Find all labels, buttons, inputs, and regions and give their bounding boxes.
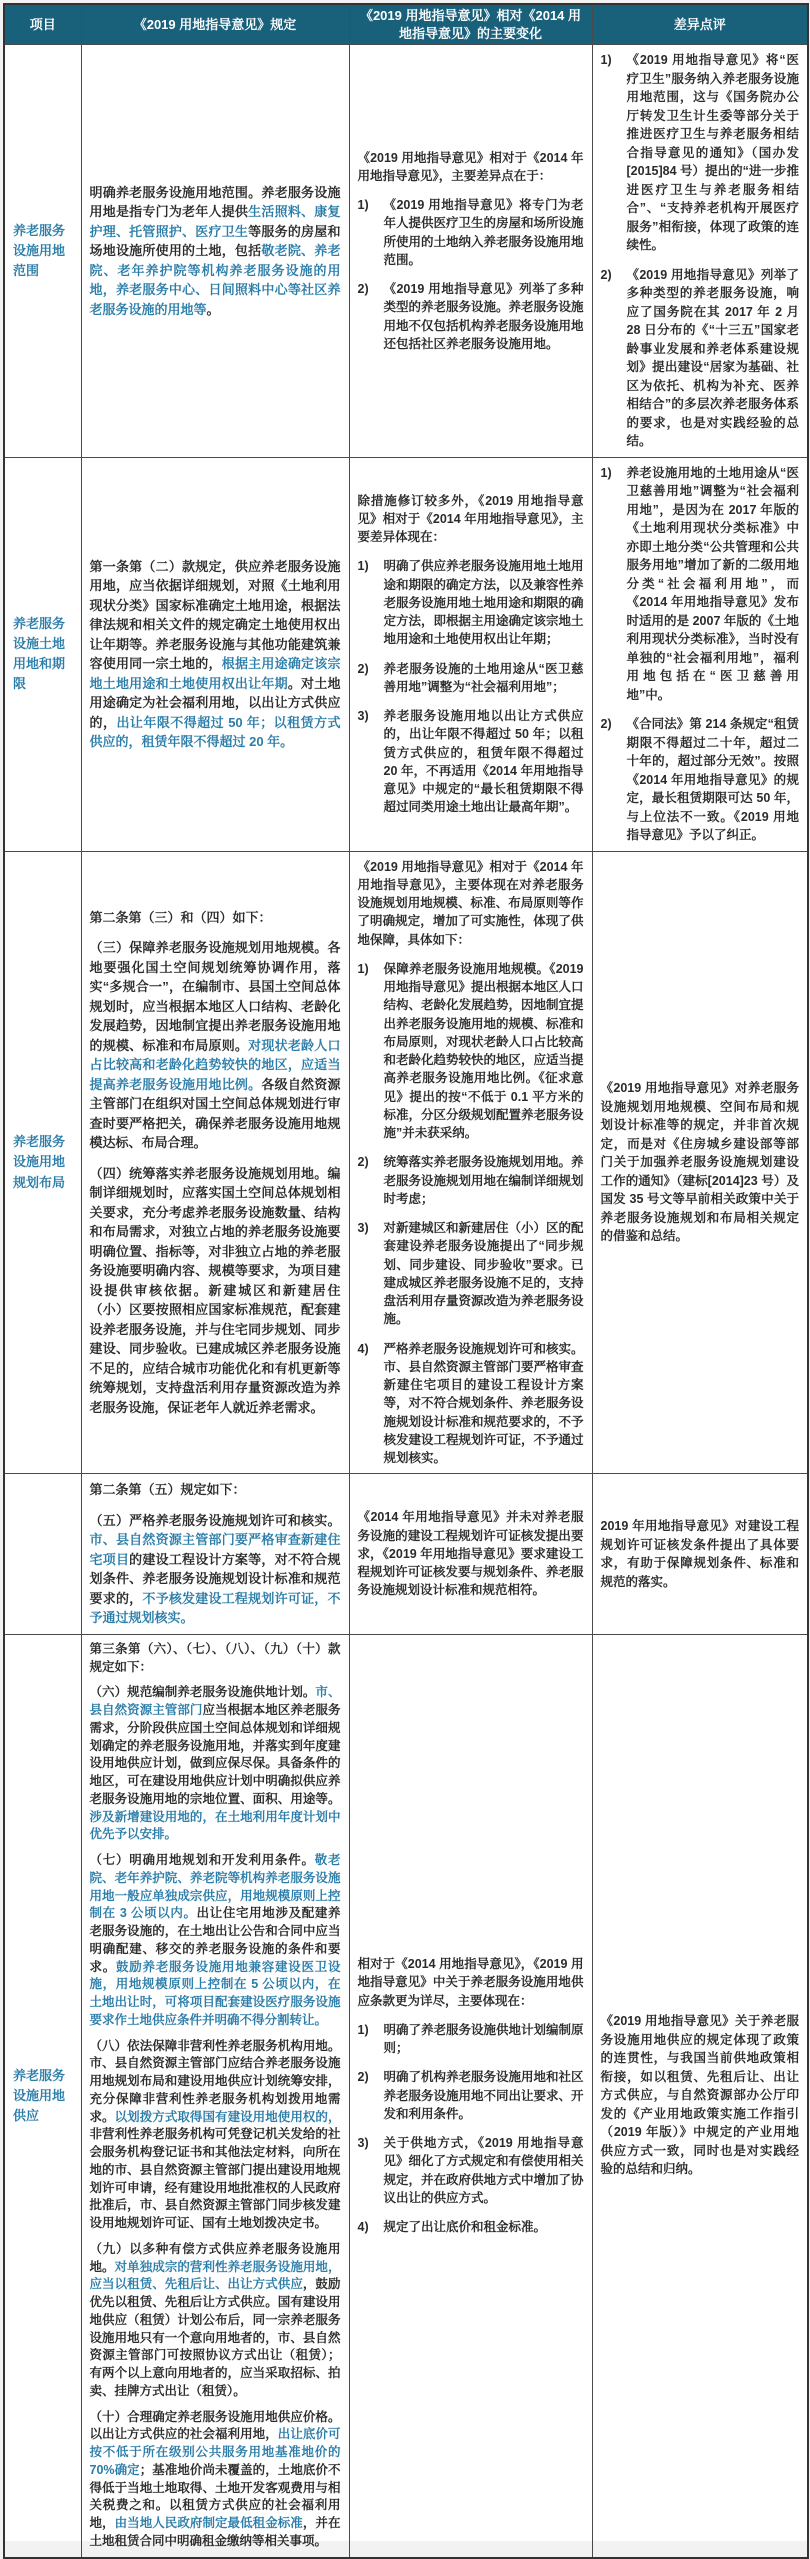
numbered-item: [358, 2218, 584, 2236]
item-text: [627, 266, 800, 451]
item-text: [384, 2134, 584, 2207]
item-number: 4): [357, 2220, 369, 2235]
numbered-item: [358, 707, 584, 817]
comment-cell: [592, 1474, 808, 1635]
text-run: 第二条第（三）和（四）如下：: [89, 909, 272, 925]
text-run: 等服务的房屋和场地设施所使用的土地，包括: [89, 223, 341, 259]
item-number: 1): [357, 559, 369, 574]
text-run: 养老设施用地的土地用途从“医卫慈善用地”调整为“社会福利用地”，是因为在 2017 年版的《土地利用现状分类标准》中亦即土地分类“公共管理和公共服务用地”增加了新的二级用地分类“社会福利用地”，而《2014 年用地指导意见》发布时适用的是 2007 年版的《土地利用现状分类标准》，当时没有单独的“社会福利用地”，福利用地包括在“医卫慈善用地”中。: [626, 465, 799, 702]
numbered-item: [358, 2134, 584, 2207]
item-number: 3): [357, 2136, 369, 2151]
item-text: [627, 51, 800, 255]
item-text: [384, 2218, 584, 2236]
text-run: 《2019 用地指导意见》关于养老服务设施用地供应的规定体现了政策的连贯性，与我国当前供地政策相衔接，如以租赁、先租后让、出让方式供应，与自然资源部办公厅印发的《产业用地政策实施工作指引（2019 年版）》中规定的产业用地供应方式一致，同时也是对实践经验的总结和归纳。: [600, 2014, 799, 2177]
item-text: [384, 2021, 584, 2058]
item-text: [384, 1340, 584, 1468]
text-run: 各级自然资源主管部门在组织对国土空间总体规划进行审查时要严格把关，确保养老服务设施用地规模达标、布局合理。: [89, 1076, 341, 1151]
numbered-item: [358, 960, 584, 1143]
highlighted-text: 市、县自然资源主管部门要严格审查新建住宅项目: [89, 1532, 341, 1567]
changes-cell: [349, 457, 592, 851]
text-run: 《2019 用地指导意见》相对于《2014 年用地指导意见》，主要体现在对养老服务设施规划用地规模、标准、布局原则等作了明确规定，增加了可实施性，体现了供地保障，具体如下：: [357, 859, 584, 947]
text-run: 《2019 用地指导意见》列举了多种类型的养老服务设施，响应了国务院在其 2017 年 2 月 28 日分布的《“十三五”国家老龄事业发展和养老体系建设规划》提出建设“居家为基础、社区为依托、机构为补充、医养相结合”的多层次养老服务体系的要求，也是对实践经验的总结。: [626, 267, 799, 449]
paragraph: [601, 1079, 800, 1246]
item-text: [384, 280, 584, 353]
highlighted-text: 市、县自然资源主管部门: [89, 1685, 341, 1718]
paragraph: [90, 2038, 341, 2233]
text-run: 《2019 用地指导意见》将“医疗卫生”服务纳入养老服务设施用地范围，这与《国务院办公厅转发卫生计生委等部分关于推进医疗卫生与养老服务相结合指导意见的通知》（国办发[2015]84 号）提出的“进一步推进医疗卫生与养老服务相结合”、“支持养老机构开展医疗服务”相衔接，体现了政策的连续性。: [626, 53, 799, 253]
numbered-item: [601, 715, 800, 845]
item-number: 2): [600, 717, 612, 732]
paragraph: [90, 1641, 341, 1677]
item-number: 2): [357, 1155, 369, 1170]
text-run: 对新建城区和新建居住（小）区的配套建设养老服务设施提出了“同步规划、同步建设、同步验收”要求。已建成城区养老服务设施不足的，支持盘活利用存量资源改造为养老服务设施。: [383, 1221, 584, 1327]
text-run: 明确了机构养老服务设施用地和社区养老服务设施用地不同出让要求、开发和利用条件。: [383, 2070, 584, 2121]
text-run: 明确养老服务设施用地范围。养老服务设施用地是指专门为老年人提供: [89, 184, 341, 220]
text-run: 《2019 用地指导意见》对养老服务设施规划用地规模、空间布局和规划设计标准等的规定，并非首次规定，而是对《住房城乡建设部等部门关于加强养老服务设施规划建设工作的通知》（建标[2014]23 号）及国发 35 号文等早前相关政策中关于养老服务设施规划和布局相关规定的借鉴和总结。: [600, 1081, 799, 1244]
text-run: 养老服务设施用地以出让方式供应的，出让年限不得超过 50 年；以租赁方式供应的，租赁年限不得超过 20 年，不再适用《2014 年用地指导意见》中规定的“最长租赁期限不得超过同类用途土地出让最高年期”。: [383, 709, 584, 815]
provision-cell: [81, 851, 349, 1474]
highlighted-text: 根据主用途确定该宗地土地用途和土地使用权出让年期: [89, 656, 341, 691]
item-number: 1): [357, 198, 369, 213]
highlighted-text: 生活照料、康复护理、托管照护、医疗卫生: [89, 204, 341, 239]
text-run: 《合同法》第 214 条规定“租赁期限不得超过二十年，超过二十年的，超过部分无效”。按照《2014 年用地指导意见》的规定，最长租赁期限可达 50 年，与上位法不一致。《2019 用地指导意见》予以了纠正。: [626, 717, 799, 843]
paragraph: [90, 1164, 341, 1418]
row-label-planning-layout: 养老服务设施用地规划布局: [4, 851, 81, 1474]
item-number: 1): [600, 465, 612, 480]
numbered-item: [358, 196, 584, 269]
paragraph: [90, 2241, 341, 2401]
text-run: （六）规范编制养老服务设施供地计划。: [89, 1685, 316, 1700]
header-2019-provision: 《2019 用地指导意见》规定: [81, 4, 349, 45]
paragraph: [601, 2012, 800, 2179]
header-main-changes: 《2019 用地指导意见》相对《2014 用地指导意见》的主要变化: [349, 4, 592, 45]
text-run: （三）保障养老服务设施规划用地规模。各地要强化国土空间规划统筹协调作用，落实“多规合一”，在编制市、县国土空间总体规划时，应当根据本地区人口结构、老龄化发展趋势，因地制宜提出养老服务设施用地的规模、标准和布局原则。: [89, 940, 341, 1053]
numbered-item: [358, 557, 584, 648]
land-policy-comparison-table: [3, 3, 809, 2559]
text-run: （七）明确用地规划和开发利用条件。: [89, 1853, 315, 1868]
text-run: 严格养老服务设施规划许可和核实。市、县自然资源主管部门要严格审查新建住宅项目的建设工程设计方案等，对不符合规划条件、养老服务设施规划设计标准和规范要求的，不予核发建设工程规划许可证，不予通过规划核实。: [383, 1341, 584, 1466]
paragraph: [90, 1852, 341, 2030]
highlighted-text: 敬老院、老年养护院、养老院等机构养老服务设施用地一般应单独成宗供应，用地规模原则上控制在 3 公顷以内。: [89, 1853, 341, 1921]
provision-cell: [81, 1634, 349, 2557]
item-number: 1): [357, 961, 369, 976]
item-number: 1): [600, 53, 612, 68]
text-run: 的建设工程设计方案等，对不符合规划条件、养老服务设施规划设计标准和规范要求的，: [89, 1551, 341, 1606]
item-text: [627, 464, 800, 705]
item-number: 3): [357, 1221, 369, 1236]
text-run: 除措施修订较多外，《2019 用地指导意见》相对于《2014 年用地指导意见》，主要差异体现在：: [357, 493, 584, 545]
paragraph: [358, 492, 584, 547]
header-item: 项目: [4, 4, 81, 45]
provision-cell: [81, 45, 349, 458]
item-text: [384, 707, 584, 817]
text-run: （八）依法保障非营利性养老服务机构用地。市、县自然资源主管部门应结合养老服务设施用地规划布局和建设用地供应计划统筹安排，充分保障非营利性养老服务机构划拨用地需求。: [89, 2038, 341, 2124]
numbered-item: [358, 280, 584, 353]
item-text: [384, 196, 584, 269]
text-run: 明确了养老服务设施供地计划编制原则；: [383, 2022, 584, 2056]
paragraph: [90, 1511, 341, 1628]
numbered-item: [601, 51, 800, 255]
provision-cell: [81, 1474, 349, 1635]
text-run: （四）统筹落实养老服务设施规划用地。编制详细规划时，应落实国土空间总体规划相关要求，充分考虑养老服务设施数量、结构和布局需求，对独立占地的养老服务设施要明确位置、指标等，对非独立占地的养老服务设施要明确内容、规模等要求，为项目建设提供审核依据。新建城区和新建居住（小）区要按照相应国家标准规范，配套建设养老服务设施，并与住宅同步规划、同步建设、同步验收。已建成城区养老服务设施不足的，应结合城市功能优化和有机更新等统筹规划，支持盘活利用存量资源改造为养老服务设施，保证老年人就近养老需求。: [89, 1165, 341, 1415]
item-text: [384, 1153, 584, 1208]
row-label-land-use-term: 养老服务设施土地用地和期限: [4, 457, 81, 851]
numbered-item: [358, 1219, 584, 1329]
paragraph: [90, 908, 341, 928]
text-run: 《2019 用地指导意见》相对于《2014 年用地指导意见》，主要差异点在于：: [357, 150, 584, 183]
text-run: 《2014 年用地指导意见》并未对养老服务设施的建设工程规划许可证核发提出要求，《2019 年用地指导意见》要求建设工程规划许可证核发要与规划条件、养老服务设施规划设计标准和规范相符。: [357, 1510, 584, 1598]
item-text: [384, 557, 584, 648]
highlighted-text: 涉及新增建设用地的，在土地利用年度计划中优先予以安排。: [89, 1809, 341, 1842]
highlighted-text: 出让底价可按不低于所在级别公共服务用地基准地价的 70%确定: [89, 2427, 341, 2477]
text-run: 明确了供应养老服务设施用地土地用途和期限的确定方法，以及兼容性养老服务设施用地土地用途和期限的确定方法，即根据主用途确定该宗地土地用途和土地使用权出让年期；: [383, 559, 584, 647]
text-run: 养老服务设施的土地用途从“医卫慈善用地”调整为“社会福利用地”；: [383, 661, 584, 694]
comment-cell: [592, 457, 808, 851]
comment-cell: [592, 1634, 808, 2557]
item-number: 4): [357, 1341, 369, 1356]
text-run: 规定了出让底价和租金标准。: [383, 2220, 547, 2235]
text-run: 。对土地用途确定为社会福利用地，以出让方式供应的，: [89, 675, 341, 730]
text-run: 保障养老服务设施用地规模。《2019 用地指导意见》提出根据本地区人口结构、老龄化发展趋势，因地制宜提出养老服务设施用地的规模、标准和布局原则，对现状老龄人口占比较高和老龄化趋势较快的地区，应适当提高养老服务设施用地比例。《征求意见》提出的按“不低于 0.1 平方米的标准，分区分级规划配置养老服务设施”并未获采纳。: [383, 961, 584, 1141]
text-run: 非营利性养老服务机构可凭登记机关发给的社会服务机构登记证书和其他法定材料，向所在地的市、县自然资源主管部门提出建设用地规划许可申请，经有建设用地批准权的人民政府批准后，市、县自然资源主管部门同步核发建设用地规划许可证、国有土地划拨决定书。: [89, 2127, 341, 2231]
row-label-empty: [4, 1474, 81, 1635]
highlighted-text: 出让年限不得超过 50 年；以租赁方式供应的，租赁年限不得超过 20 年。: [89, 714, 341, 750]
text-run: 统筹落实养老服务设施规划用地。养老服务设施规划用地在编制详细规划时考虑；: [383, 1155, 584, 1206]
paragraph: [90, 938, 341, 1153]
item-number: 1): [357, 2022, 369, 2037]
item-number: 2): [357, 282, 369, 297]
changes-cell: [349, 45, 592, 458]
changes-cell: [349, 851, 592, 1474]
text-run: 《2019 用地指导意见》列举了多种类型的养老服务设施。养老服务设施用地不仅包括机构养老服务设施用地还包括社区养老服务设施用地。: [383, 282, 584, 351]
text-run: 第一条第（二）款规定，供应养老服务设施用地，应当依据详细规划，对照《土地利用现状分类》国家标准确定土地用途，根据法律法规和相关文件的规定确定土地使用权出让年期等。养老服务设施与其他功能建筑兼容使用同一宗土地的，: [89, 558, 341, 672]
header-difference-comment: 差异点评: [592, 4, 808, 45]
table-row: [4, 45, 808, 458]
highlighted-text: 鼓励养老服务设施用地兼容建设医卫设施，用地规模原则上控制在 5 公顷以内，在土地出让时，可将项目配套建设医疗服务设施要求作土地供应条件并明确不得分割转让。: [89, 1959, 341, 2027]
highlighted-text: 敬老院、养老院、老年养护院等机构养老服务设施的用地，养老服务中心、日间照料中心等社区养老服务设施的用地等: [89, 243, 341, 317]
text-run: 2019 年用地指导意见》对建设工程规划许可证核发条件提出了具体要求，有助于保障规划条件、标准和规范的落实。: [600, 1519, 799, 1589]
paragraph: [90, 1480, 341, 1500]
table-header-row: [4, 4, 808, 45]
text-run: ，并在土地租赁合同中明确租金缴纳等相关事项。: [89, 2516, 341, 2548]
paragraph: [90, 557, 341, 752]
text-run: 第二条第（五）规定如下：: [89, 1482, 246, 1498]
text-run: 应当根据本地区养老服务需求，分阶段供应国土空间总体规划和详细规划确定的养老服务设施用地，并落实到年度建设用地供应计划，做到应保尽保。具备条件的地区，可在建设用地供应计划中明确拟供应养老服务设施用地的宗地位置、面积、用途等。: [89, 1703, 341, 1806]
paragraph: [90, 183, 341, 320]
numbered-item: [601, 464, 800, 705]
item-text: [627, 715, 800, 845]
comment-cell: [592, 45, 808, 458]
table-row: [4, 1474, 808, 1635]
paragraph: [358, 858, 584, 949]
highlighted-text: 不予核发建设工程规划许可证，不予通过规划核实。: [89, 1590, 341, 1626]
text-run: 。: [206, 301, 220, 317]
paragraph: [90, 2409, 341, 2551]
text-run: ，鼓励优先以租赁、先租后让方式供应。国有建设用地供应（租赁）计划公布后，同一宗养老服务设施用地只有一个意向用地者的，市、县自然资源主管部门可按照协议方式出让（租赁）；有两个以上意向用地者的，应当采取招标、拍卖、挂牌方式出让（租赁）。: [89, 2277, 341, 2398]
table-row: [4, 457, 808, 851]
numbered-item: [358, 1153, 584, 1208]
item-text: [384, 2068, 584, 2123]
item-text: [384, 660, 584, 697]
item-number: 2): [357, 2070, 369, 2085]
numbered-item: [601, 266, 800, 451]
paragraph: [358, 149, 584, 186]
text-run: 第三条第（六）、（七）、（八）、（九）（十）款规定如下：: [89, 1641, 341, 1674]
paragraph: [601, 1517, 800, 1591]
text-run: （五）严格养老服务设施规划许可和核实。: [89, 1512, 341, 1528]
item-number: 2): [357, 661, 369, 676]
numbered-item: [358, 2068, 584, 2123]
item-number: 2): [600, 267, 612, 282]
item-text: [384, 960, 584, 1143]
highlighted-text: 以划拨方式取得国有建设用地使用权的，: [114, 2109, 341, 2124]
highlighted-text: 对现状老龄人口占比较高和老龄化趋势较快的地区，应适当提高养老服务设施用地比例。: [89, 1037, 341, 1092]
numbered-item: [358, 2021, 584, 2058]
row-label-land-scope: 养老服务设施用地范围: [4, 45, 81, 458]
numbered-item: [358, 660, 584, 697]
changes-cell: [349, 1634, 592, 2557]
paragraph: [90, 1684, 341, 1844]
paragraph: [358, 1508, 584, 1599]
text-run: 出让住宅用地涉及配建养老服务设施的，在土地出让公告和合同中应当明确配建、移交的养老服务设施的条件和要求。: [89, 1906, 341, 1974]
highlighted-text: 对单独成宗的营利性养老服务设施用地，应当以租赁、先租后让、出让方式供应: [89, 2259, 341, 2292]
row-label-land-supply: 养老服务设施用地供应: [4, 1634, 81, 2557]
item-number: 3): [357, 709, 369, 724]
table-row: [4, 851, 808, 1474]
table-row: [4, 1634, 808, 2557]
item-text: [384, 1219, 584, 1329]
changes-cell: [349, 1474, 592, 1635]
numbered-item: [358, 1340, 584, 1468]
text-run: （九）以多种有偿方式供应养老服务设施用地。: [89, 2241, 341, 2274]
text-run: 关于供地方式，《2019 用地指导意见》细化了方式规定和有偿使用相关规定，并在政府供地方式中增加了协议出让的供应方式。: [383, 2136, 584, 2205]
comment-cell: [592, 851, 808, 1474]
highlighted-text: 由当地人民政府制定最低租金标准: [114, 2516, 303, 2531]
provision-cell: [81, 457, 349, 851]
text-run: （十）合理确定养老服务设施用地供应价格。以出让方式供应的社会福利用地，: [89, 2409, 341, 2442]
text-run: 《2019 用地指导意见》将专门为老年人提供医疗卫生的房屋和场所设施所使用的土地纳入养老服务设施用地范围。: [383, 198, 584, 267]
paragraph: [358, 1955, 584, 2010]
text-run: 相对于《2014 用地指导意见》，《2019 用地指导意见》中关于养老服务设施用地供应条款更为详尽，主要体现在：: [357, 1957, 584, 2008]
text-run: ；基准地价尚未覆盖的，土地底价不得低于当地土地取得、土地开发客观费用与相关税费之和。以租赁方式供应的社会福利用地，: [89, 2462, 341, 2531]
comparison-table-sheet: [3, 3, 807, 2548]
